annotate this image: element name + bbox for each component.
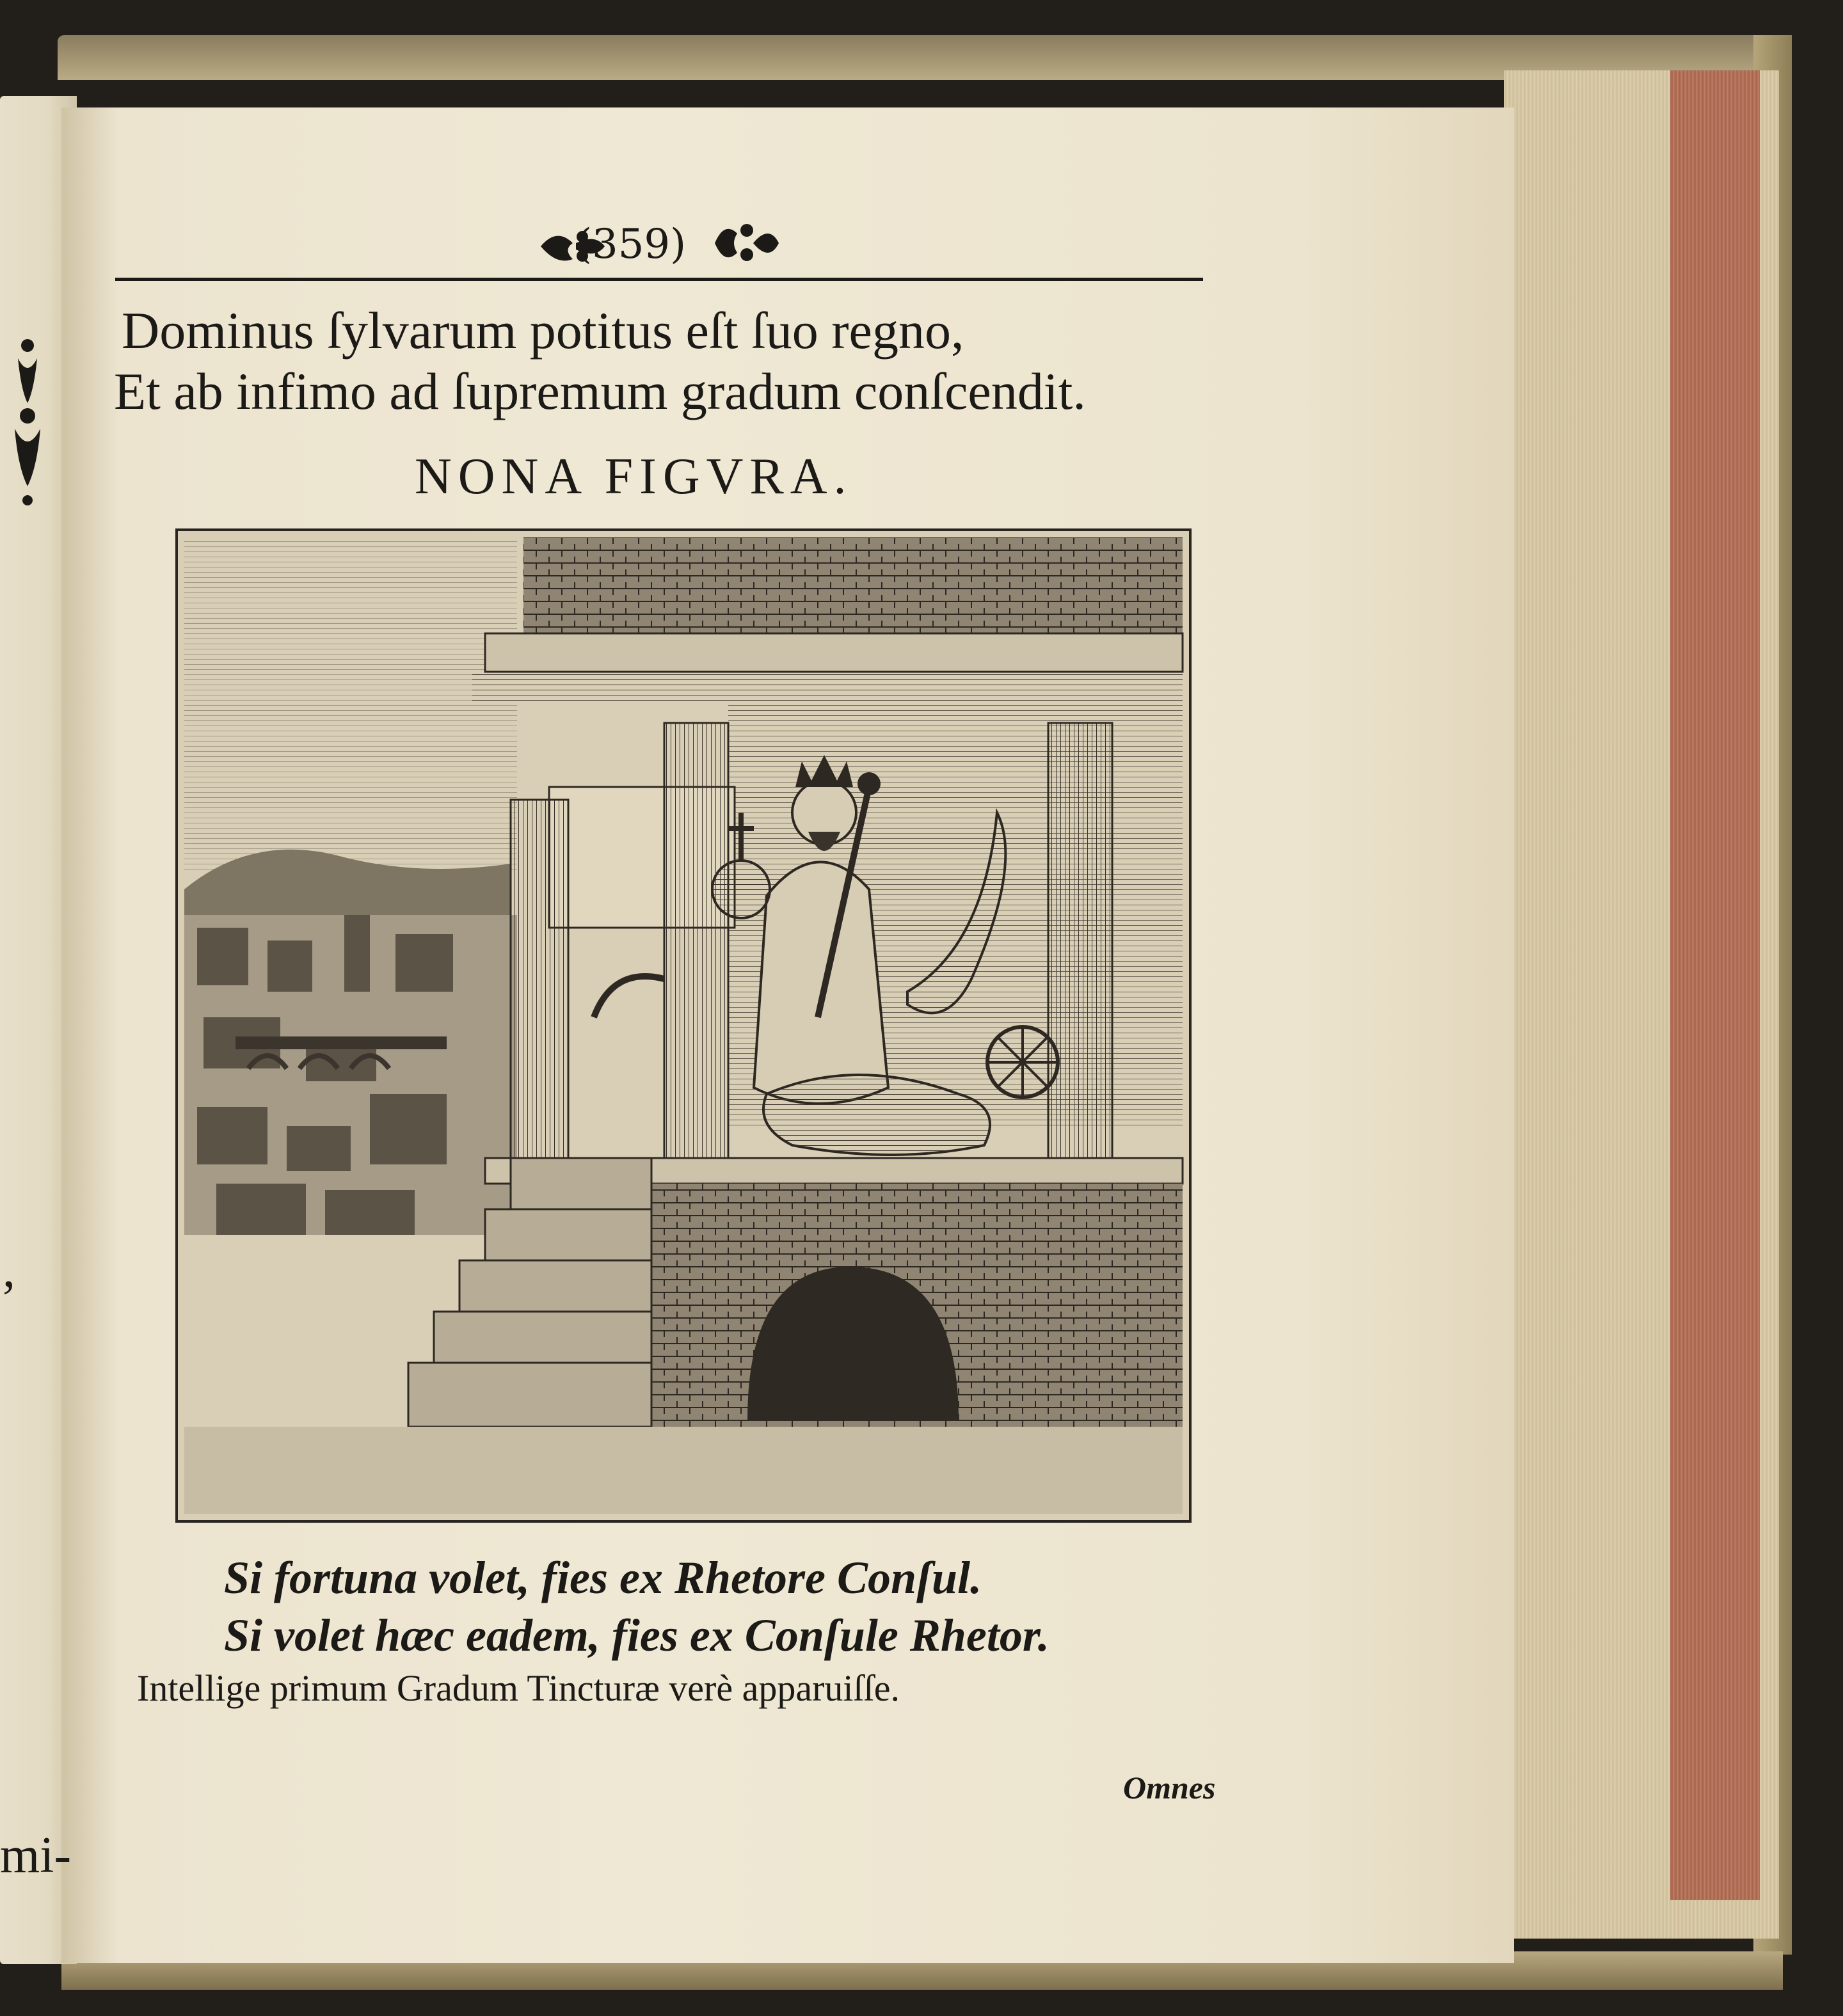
page-number: (359) xyxy=(576,221,687,268)
red-sprinkled-edge xyxy=(1670,70,1760,1900)
catchword: Omnes xyxy=(1123,1770,1216,1806)
explanatory-note: Intellige primum Gradum Tincturæ verè apparuiſſe. xyxy=(137,1667,900,1709)
verse-line-2: Et ab infimo ad ſupremum gradum conſcendit. xyxy=(114,362,1086,420)
header-rule xyxy=(115,278,1203,281)
left-page-comma: , xyxy=(3,1242,15,1298)
figure-caption: NONA FIGVRA. xyxy=(415,448,853,505)
motto-line-1: Si fortuna volet, fies ex Rhetore Conſul. xyxy=(224,1552,982,1603)
left-page-fragment: mi- xyxy=(0,1827,72,1884)
right-fleuron-icon xyxy=(712,218,782,269)
engraving-illustration xyxy=(178,531,1189,1520)
engraving-plate xyxy=(175,528,1192,1523)
verse-line-1: Dominus ſylvarum potitus eſt ſuo regno, xyxy=(122,301,964,360)
motto-line-2: Si volet hæc eadem, fies ex Conſule Rhetor. xyxy=(224,1610,1049,1661)
left-ornament-icon xyxy=(5,333,50,512)
